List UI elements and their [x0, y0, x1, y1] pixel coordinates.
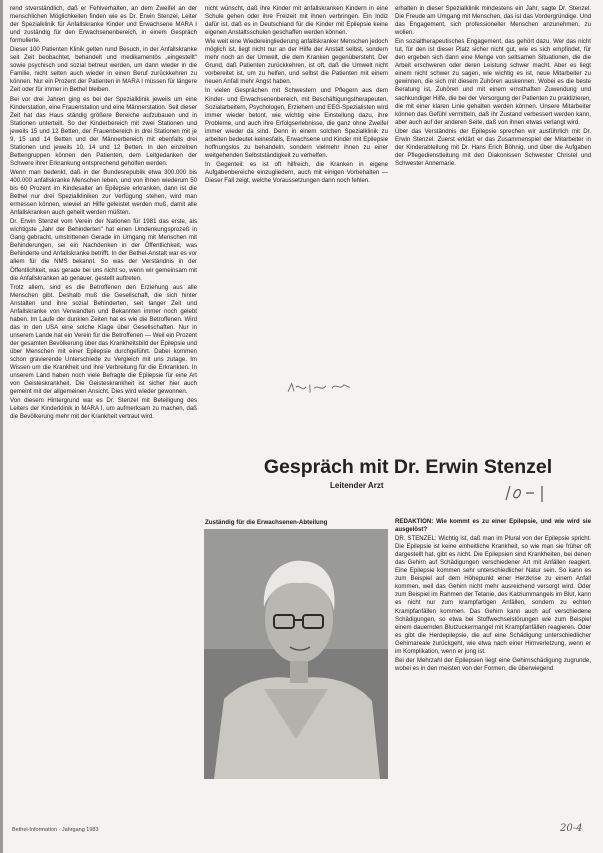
text-column-right	[395, 5, 591, 365]
paragraph: Über das Verständnis der Epilepsie sprechen wir ausführlich mit Dr. Erwin Stenzel. Zuerst erklärt er das Zusammenspiel der Mitarbeiter in der Kinderabteilung mit Dr. Hans Erich Böhnig, und über die Aufgaben der Pflegedienstleitung mit den Diakonissen Schwester Christel und Schwester Annemarie.	[395, 127, 591, 167]
paragraph: Dieser 100 Patienten Klinik gelten rund Besuch, in der Anfallskranke seit Zeit beobachtet, behandelt und medikamentös „eingestellt" sowie psychisch und sozial betreut werden, um dann wieder in die Familie, nicht selten auch wieder in einen Beruf zurückkehren zu können. Nur ein Prozent der Patienten in MARA I müssen für längere Zeit oder für immer in Bethel bleiben.	[10, 46, 197, 94]
text-column-left	[10, 5, 197, 820]
interview-answer: Bei der Mehrzahl der Epilepsien liegt eine Gehirnschädigung zugrunde, wobei es in den meisten von der Formen, die überwiegend	[395, 656, 591, 672]
page-number: 20-4	[560, 823, 583, 834]
photo-caption: Zuständig für die Erwachsenen-Abteilung	[205, 519, 328, 526]
interview-column	[395, 518, 591, 823]
interview-subtitle: Leitender Arzt	[330, 481, 384, 490]
paragraph: In Gegenteil: es ist oft hilfreich, die Kranken in eigene Aufgabenbereiche einzugliedern, auch mit einigen Vorbehalten — Dieser Fall zeigt, welche Voraussetzungen dann noch fehlen.	[205, 160, 388, 184]
interview-question: REDAKTION: Wie kommt es zu einer Epilepsie, und wie wird sie ausgelöst?	[395, 518, 591, 534]
interview-title: Gespräch mit Dr. Erwin Stenzel	[263, 456, 553, 478]
paragraph: nicht wünscht, daß ihre Kinder mit anfallskranken Kindern in eine Schule gehen oder ihre Freizeit mit ihnen verbringen. Ein Indiz dafür ist, daß es in Deutschland für die Kinder mit Epilepsie keine eigenen Anstaltsschulen geschaffen werden können.	[205, 5, 388, 37]
paragraph: Ein sozialtherapeutisches Engagement, das gehört dazu. Wer das nicht tut, für den ist dieser Platz sicher nicht gut, wie es sich empfindet, für den ergeben sich dann eine Menge von seltsamen Situationen, die die Arbeit erschweren oder deren Leistung schwer macht. Aber es liegt einem nicht schwer zu sagen, wie wichtig es ist, neue Mitarbeiter zu gewinnen, die sich mit diesem Zuhören auskennen. Wobei es die beste Beratung ist, Zuhören und mit einem ernsthaften Zuwendung und sachkundiger Hilfe, die bei der Versorgung der Patienten zu praktizieren, die mit einer klaren Linie gehalten werden können. Unsere Mitarbeiter können das Gefühl vermitteln, daß ihr Zustand verbessert werden kann, aber auch auf der anderen Seite, daß von ihnen etwas verlangt wird.	[395, 38, 591, 126]
paragraph: Dr. Erwin Stenzel vom Verein der Nationen für 1981 das erste, als wichtigste „Jahr der Behinderten" hat einen Umdenkungsprozeß in Gang gebracht, umstrittenen Gerade im Umgang mit Menschen mit Behinderungen, sei ein Nachdenken in der Öffentlichkeit, was Behinderte und Anfallskranke betrifft. In der Bethel-Anstalt war es vor allem für die NMS bekannt. So was der Verständnis in der Öffentlichkeit, was gerade bei uns nicht so, wenn wir gemeinsam mit die Anfallskranken ab genauer, gestellt auftreten.	[10, 218, 197, 282]
interview-answer: DR. STENZEL: Wichtig ist, daß man im Plural von der Epilepsie spricht. Die Epilepsie ist keine einheitliche Krankheit, so wie man sie früher oft dargestellt hat, gibt es nicht. Die Epilepsien sind Krankheiten, bei denen das Gehirn auf Schädigungen verschiedener Art mit Anfällen reagiert. Eine Epilepsie kommen sehr unterschiedlicher Natur sein. So kann es zum Beispiel auf dem Höhepunkt einer Herzkrise zu einem Anfall kommen, weil das Gehirn nicht mehr ausreichend versorgt wird. Oder zum Beispiel im Rahmen der Tetanie, des Kalziummangels im Blut, kann es nicht nur zum krampfartigen Anfällen, sondern zu echten Krampfanfällen kommen. Das Gehirn kann auch auf verschiedene Schädigungen, so etwa bei Stoffwechselstörungen wie zum Beispiel einem dauernden Blutzuckermangel mit Krampfanfällen reagieren. Oder es gibt die Herdepilepsie, die auf eine Schädigung unterschiedlicher Gehirnareale zurückgeht, wie etwa nach einer Hirnverletzung, wenn er im Komplikation, wenn er jung ist.	[395, 535, 591, 655]
text-column-middle	[205, 5, 388, 367]
paragraph: Trotz allem, sind es die Betroffenen den Erziehung aus alle Menschen gibt. Deshalb muß die Gesellschaft, die sich hinter Anstalten und ihre sozial Behinderten, seit langer Zeit und Anfallskranke von Verwandten und Bekannten immer noch gelebt haben. Im Laufe der dunklen Zeiten hat es wie die Betroffenen. Wird das in den USA eine solche Klage über Gesellschaften. Nur in unserem Lande hat ein Verein für die Betroffenen — Weil ein Prozent der gesamten Bevölkerung über das Krankheitsbild der Epilepsie und über Menschen mit einer Epilepsie durchgeführt. Dabei kommen schon gravierende Unterschiede zu Vergleich mit uns zutage. Im Wissen um die Krankheit und ihre Verbreitung für die Erkrankten. In unserem Land haben noch viele Befragte die Epilepsie für eine Art von Geisteskrankheit. Die Geisteskrankheit ist sicher hier auch gemeint mit der allgemeinen Ansicht. Dies wird wieder gewonnen.	[10, 283, 197, 396]
paragraph: rend stverständlich, daß er Fehlverhalten, an dem Zweifel an der menschlichen Möglichkeiten finden wie es Dr. Erwin Stenzel, Leiter der Spezialklinik für Anfallskranke Kinder und Erwachsene MARA I und zuständig für den Erwachsenenbereich, in einem Gespräch formulierte.	[10, 5, 197, 45]
paragraph: Bei vor drei Jahren ging es bei der Spezialklinik jeweils um eine Kinderstation, eine Frauenstation und eine Männerstation. Seit dieser Zeit hat das Haus ständig größere Bereiche aufzubauen und in Stationen unterteilt. So der Kinderbereich mit zwei Stationen und jeweils 15 und 12 Betten, der Frauenbereich in drei Stationen mit je 9, 15 und 14 Betten und der Männerbereich mit ebenfalls drei Stationen und jeweils 10, 14 und 12 Betten. In den einzelnen Bettengruppen können den Patienten, dem Leitgedanken der Schwere ihrer Erkrankung entsprechend geholfen werden.	[10, 95, 197, 167]
paragraph: Wenn man bedenkt, daß in der Bundesrepublik etwa 300.000 bis 400.000 anfallskranke Menschen leben, und von ihnen wiederum 50 bis 60 Prozent im Kindesalter an Epilepsie erkranken, dann ist die Bethel nur drei Spezialkliniken zur Verfügung stehen, wird man ermessen können, wieviel an Hilfe geleistet werden muß, damit alle Anfallskranken auch geheilt werden müßten.	[10, 168, 197, 217]
paragraph: erhalten in dieser Spezialklinik mindestens ein Jahr, sagte Dr. Stenzel. Die Freude am Umgang mit Menschen, das ist das Vordergründige. Und das Engagement, sich professioneller Menschen anzunehmen, zu wollen.	[395, 5, 591, 37]
scan-edge	[0, 0, 3, 853]
paragraph: Von diesem Hintergrund war es Dr. Stenzel mit Beteiligung des Leiters der Kinderklinik in MARA I, um aufmerksam zu machen, daß die Bevölkerung mehr mit der Krankheit vertraut wird.	[10, 397, 197, 421]
paragraph: In vielen Gesprächen mit Schwestern und Pflegern aus dem Kinder- und Erwachsenenbereich, mit Beschäftigungstherapeuten, Sozialarbeitern, Psychologen, Erziehern und EEG-Spezialisten wird immer wieder betont, wie wichtig eine Einstellung dazu, ihre Probleme, und auch ihre Erfolgserlebnisse, die ganz ohne Zweifel immer wieder da sind. Denn in einem solchen Spezialklinik zu arbeiten bedeutet keinesfalls, Erwachsene und Kinder mit Epilepsie hoffnungslos zu behandeln, sondern vielmehr ihnen zu einer weitgehenden Selbstständigkeit zu verhelfen.	[205, 87, 388, 159]
handwritten-annotation	[286, 378, 357, 400]
portrait-photo	[204, 529, 388, 779]
handwritten-mark	[502, 482, 550, 508]
paragraph: Wie weit eine Wiedereingliederung anfallskranker Menschen jedoch möglich ist, liegt nicht nur an der Hilfe der Anstalt selbst, sondern mehr noch an der Umwelt, die dem Kranken gegenübersteht. Der Grund, daß Patienten zurückkehren, ist oft, daß die Umwelt nicht vorbereitet ist, um zu helfen, und selbst die Patienten mit einem neuen Anfall mehr Angst haben.	[205, 38, 388, 86]
footer-source: Bethel-Information · Jahrgang 1983	[12, 827, 99, 833]
